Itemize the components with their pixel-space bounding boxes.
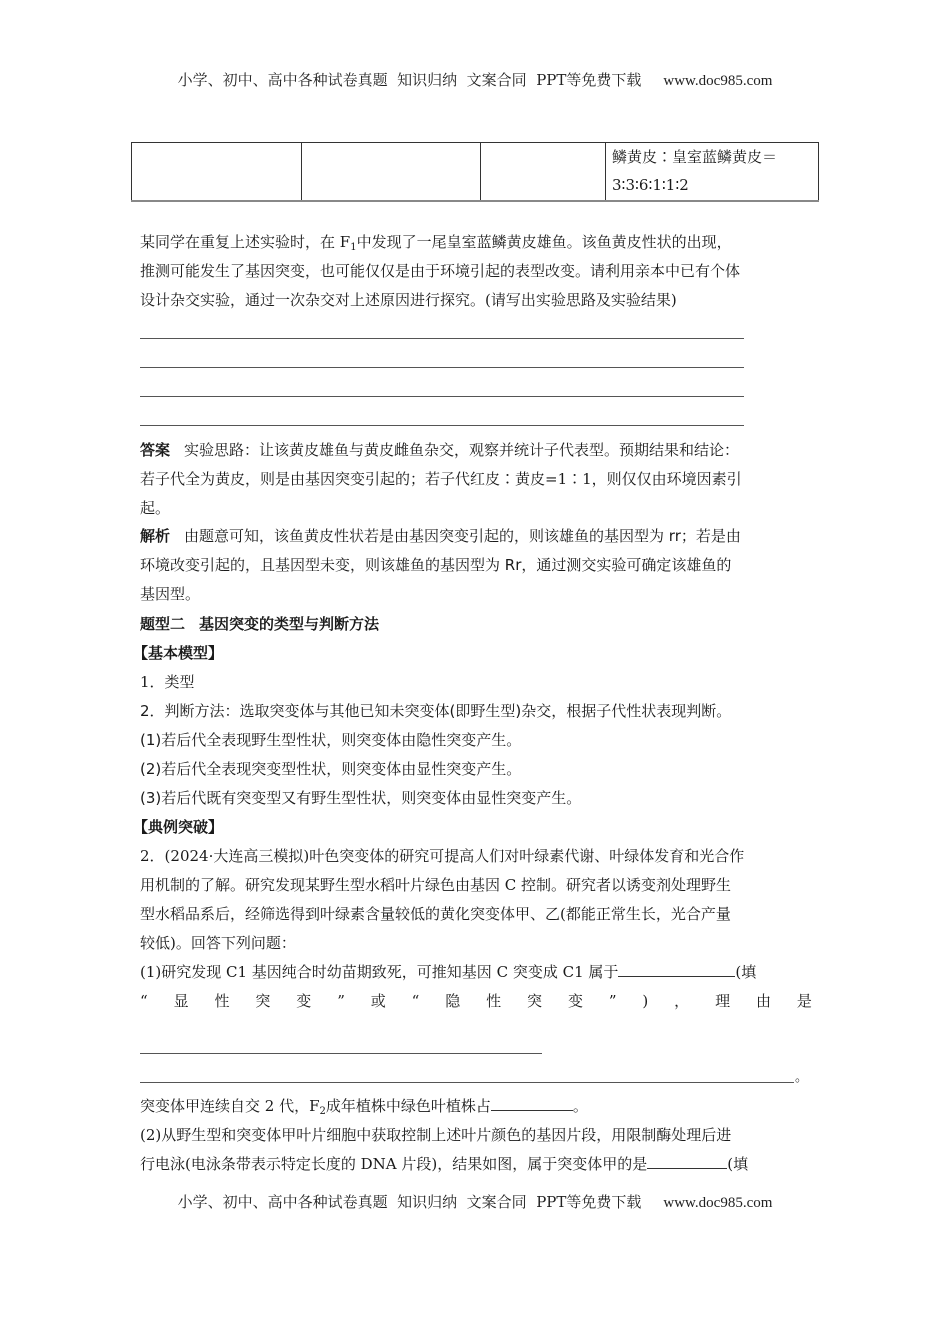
ratio-line-1: 鳞黄皮∶皇室蓝鳞黄皮＝: [612, 148, 778, 166]
question-2: [140, 842, 812, 1016]
answer-blank-line-3[interactable]: [140, 396, 744, 397]
char: 变: [567, 992, 583, 1010]
q2-sub2-line-1: (2)从野生型和突变体甲叶片细胞中获取控制上述叶片颜色的基因片段，用限制酶处理后进: [140, 1126, 732, 1144]
table-cell: [481, 143, 606, 202]
section-title: [140, 610, 812, 639]
q2-sub1-line-5: [140, 1092, 812, 1121]
page-header: [0, 69, 950, 90]
answer-line-2: 若子代全为黄皮，则是由基因突变引起的；若子代红皮∶黄皮=1∶1，则仅仅由环境因素引: [140, 470, 742, 488]
char: ): [642, 992, 649, 1010]
analysis-line-3: 基因型。: [140, 585, 201, 603]
q2-line-3: 型水稻品系后，经筛选得到叶绿素含量较低的黄化突变体甲、乙(都能正常生长，光合产量: [140, 905, 731, 923]
answer-text: 实验思路：让该黄皮雄鱼与黄皮雌鱼杂交，观察并统计子代表型。预期结果和结论：: [184, 441, 740, 459]
char: 理: [715, 992, 731, 1010]
char: 性: [214, 992, 230, 1010]
char: 变: [296, 992, 312, 1010]
answer-blank-line-4[interactable]: [140, 425, 744, 426]
char: ，: [674, 992, 690, 1010]
table-row: [132, 143, 819, 202]
char: 突: [527, 992, 543, 1010]
question-2-continued: [140, 1092, 812, 1179]
char: 显: [173, 992, 189, 1010]
section-number: 题型二: [140, 615, 186, 633]
q2-sub2-line-2: [140, 1150, 812, 1179]
analysis-line-1: [140, 522, 812, 551]
q2-text: (填: [727, 1155, 749, 1173]
char: ”: [337, 992, 345, 1010]
q2-sub1-line-1: [140, 958, 812, 987]
header-url: www.doc985.com: [663, 73, 773, 89]
answer-block: [140, 436, 812, 523]
char: “: [140, 992, 148, 1010]
answer-blank-line-1[interactable]: [140, 338, 744, 339]
item-2-case-3: (3)若后代既有突变型又有野生型性状，则突变体由显性突变产生。: [140, 789, 582, 807]
analysis-label: 解析: [140, 527, 171, 545]
char: 性: [486, 992, 502, 1010]
ratio-line-2: 3∶3∶6∶1∶1∶2: [612, 176, 689, 194]
subscript: 2: [319, 1106, 326, 1117]
page-footer: [0, 1191, 950, 1212]
reason-blank-line-1[interactable]: [140, 1053, 542, 1054]
q2-text: 成年植株中绿色叶植株占: [325, 1097, 491, 1115]
char: 突: [255, 992, 271, 1010]
intro-line-2: 推测可能发生了基因突变，也可能仅仅是由于环境引起的表型改变。请利用亲本中已有个体: [140, 262, 741, 280]
footer-url: www.doc985.com: [663, 1195, 773, 1211]
q2-text: 。: [572, 1097, 588, 1115]
fill-blank-mutant-lane[interactable]: [647, 1152, 727, 1169]
fill-blank-green-ratio[interactable]: [491, 1094, 573, 1111]
char: 隐: [445, 992, 461, 1010]
q2-sub1-text: (填: [735, 963, 757, 981]
item-2-case-2: (2)若后代全表现突变型性状，则突变体由显性突变产生。: [140, 760, 522, 778]
footer-text: 小学、初中、高中各种试卷真题 知识归纳 文案合同 PPT等免费下载: [177, 1193, 642, 1211]
intro-text: 中发现了一尾皇室蓝鳞黄皮雄鱼。该鱼黄皮性状的出现，: [356, 233, 732, 251]
example-heading: 【典例突破】: [133, 818, 224, 836]
analysis-line-2: 环境改变引起的，且基因型未变，则该雄鱼的基因型为 Rr，通过测交实验可确定该雄鱼的: [140, 556, 732, 574]
q2-text: 突变体甲连续自交 2 代，F: [140, 1097, 320, 1115]
basic-model-heading: 【基本模型】: [133, 644, 224, 662]
q2-sub1-line-2: [140, 987, 812, 1016]
item-2-method: 2．判断方法：选取突变体与其他已知未突变体(即野生型)杂交，根据子代性状表现判断。: [140, 702, 732, 720]
char: 是: [796, 992, 812, 1010]
subscript: 1: [350, 242, 357, 253]
analysis-text: 由题意可知，该鱼黄皮性状若是由基因突变引起的，则该雄鱼的基因型为 rr；若是由: [184, 527, 741, 545]
char: 或: [370, 992, 386, 1010]
q2-line-4: 较低)。回答下列问题：: [140, 934, 296, 952]
answer-line-1: [140, 436, 812, 465]
results-table-fragment: [131, 142, 819, 202]
analysis-block: [140, 522, 812, 609]
char: ”: [608, 992, 617, 1010]
header-text: 小学、初中、高中各种试卷真题 知识归纳 文案合同 PPT等免费下载: [177, 71, 642, 89]
char: 由: [755, 992, 771, 1010]
q2-text: 行电泳(电泳条带表示特定长度的 DNA 片段)，结果如图，属于突变体甲的是: [140, 1155, 648, 1173]
section-2: [133, 610, 812, 842]
reason-blank-line-2[interactable]: [140, 1082, 794, 1083]
answer-label: 答案: [140, 441, 171, 459]
answer-blank-line-2[interactable]: [140, 367, 744, 368]
intro-line-3: 设计杂交实验，通过一次杂交对上述原因进行探究。(请写出实验思路及实验结果): [140, 291, 677, 309]
table-cell-ratio: [606, 143, 819, 202]
fill-blank-mutation-type[interactable]: [618, 960, 735, 977]
char: “: [411, 992, 420, 1010]
section-title-text: 基因突变的类型与判断方法: [199, 615, 380, 633]
q2-sub1-text: (1)研究发现 C1 基因纯合时幼苗期致死，可推知基因 C 突变成 C1 属于: [140, 963, 619, 981]
q2-line-2: 用机制的了解。研究发现某野生型水稻叶片绿色由基因 C 控制。研究者以诱变剂处理野生: [140, 876, 732, 894]
reason-end-mark: 。: [795, 1070, 809, 1085]
question-intro: [140, 228, 812, 315]
table-cell: [132, 143, 302, 202]
answer-line-3: 起。: [140, 499, 171, 517]
intro-line-1: [140, 228, 812, 257]
table-cell: [302, 143, 481, 202]
q2-line-1: 2．(2024·大连高三模拟)叶色突变体的研究可提高人们对叶绿素代谢、叶绿体发育和光合作: [140, 847, 745, 865]
intro-text: 某同学在重复上述实验时，在 F: [140, 233, 351, 251]
item-2-case-1: (1)若后代全表现野生型性状，则突变体由隐性突变产生。: [140, 731, 522, 749]
item-1-types: 1．类型: [140, 673, 195, 691]
